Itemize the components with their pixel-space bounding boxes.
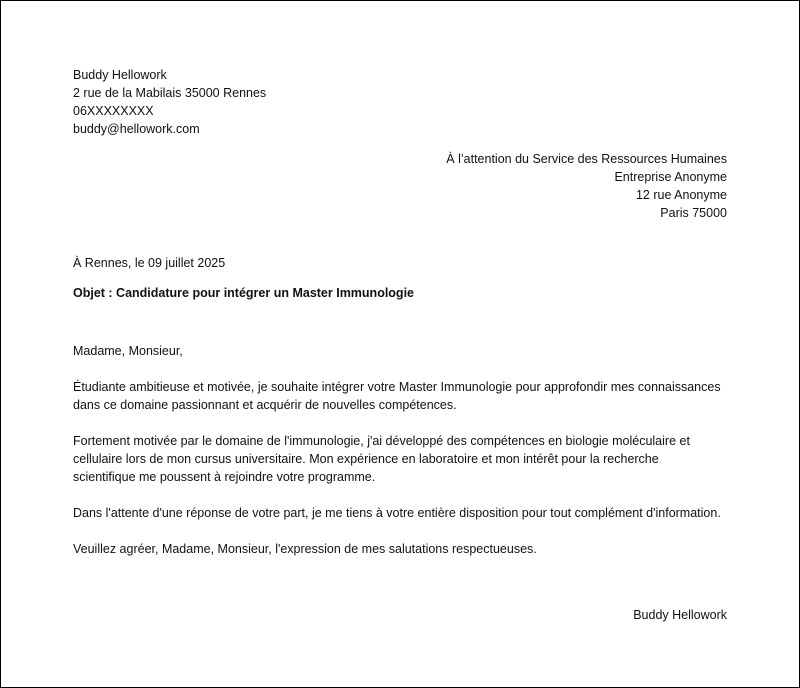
paragraph-intro: Étudiante ambitieuse et motivée, je souhaite intégrer votre Master Immunologie pour approfondir mes connaissances dans ce domaine passionnant et acquérir de nouvelles compétences. [73, 380, 721, 412]
sender-email: buddy@hellowork.com [73, 122, 200, 136]
recipient-street: 12 rue Anonyme [635, 188, 727, 202]
sender-name: Buddy Hellowork [73, 68, 167, 82]
recipient-attention: À l’attention du Service des Ressources Humaines [446, 152, 727, 166]
paragraph-availability: Dans l'attente d'une réponse de votre part, je me tiens à votre entière disposition pour tout complément d'information. [73, 506, 721, 520]
sender-address: 2 rue de la Mabilais 35000 Rennes [73, 86, 267, 100]
recipient-city: Paris 75000 [660, 206, 727, 220]
paragraph-motivation: Fortement motivée par le domaine de l'immunologie, j'ai développé des compétences en biologie moléculaire et cellulaire lors de mon cursus universitaire. Mon expérience en laboratoire et mon intérêt pour la recherche scientifique me poussent à rejoindre votre programme. [73, 434, 690, 484]
recipient-company: Entreprise Anonyme [614, 170, 727, 184]
signature: Buddy Hellowork [633, 608, 727, 622]
sender-block [73, 66, 266, 138]
sender-phone: 06XXXXXXXX [73, 104, 154, 118]
subject-line: Objet : Candidature pour intégrer un Master Immunologie [73, 286, 414, 300]
recipient-block [446, 150, 727, 222]
date-line: À Rennes, le 09 juillet 2025 [73, 256, 226, 270]
paragraph-closing: Veuillez agréer, Madame, Monsieur, l'expression de mes salutations respectueuses. [73, 542, 537, 556]
salutation: Madame, Monsieur, [73, 344, 183, 358]
letter-body [73, 342, 723, 576]
